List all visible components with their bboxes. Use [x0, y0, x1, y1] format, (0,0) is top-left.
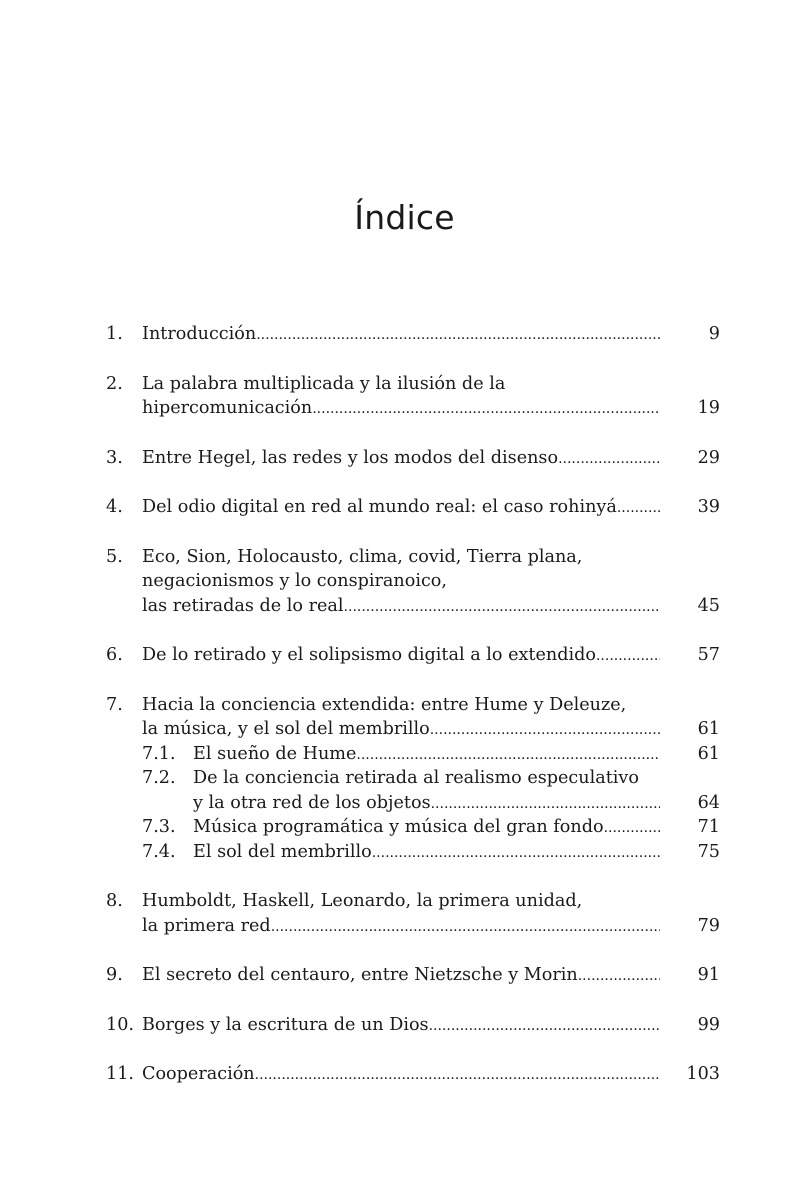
entry-title-line: Borges y la escritura de un Dios	[142, 1013, 429, 1038]
dot-leader	[142, 1013, 660, 1039]
page-number: 79	[697, 915, 720, 936]
entry-line	[0, 495, 809, 520]
entry-number: 7.	[106, 694, 123, 715]
dot-leader	[142, 963, 660, 989]
leader-dots	[356, 742, 660, 768]
entry-title-line: Introducción	[142, 322, 256, 347]
entry-number: 1.	[106, 324, 123, 344]
leader-dots	[256, 322, 660, 348]
sub-entry-number: 7.3.	[142, 817, 176, 837]
entry-title-line: De la conciencia retirada al realismo especulativo	[193, 768, 639, 788]
leader-dots	[596, 643, 660, 669]
leader-dots	[255, 1062, 660, 1088]
dot-leader	[142, 495, 660, 521]
entry-line	[0, 569, 809, 594]
entry-number: 10.	[106, 1014, 134, 1035]
entry-title-line: Del odio digital en red al mundo real: el caso rohinyá	[142, 495, 617, 520]
page-number: 103	[686, 1064, 720, 1084]
entry-title-line: Música programática y música del gran fondo	[193, 815, 604, 840]
toc-entry	[0, 372, 809, 421]
page-number: 71	[697, 817, 720, 837]
dot-leader	[193, 791, 660, 817]
entry-title-line: El sueño de Hume	[193, 742, 356, 767]
entry-number: 2.	[106, 373, 123, 394]
toc-entry	[0, 1013, 809, 1038]
entry-title-line: la música, y el sol del membrillo	[142, 717, 430, 742]
entry-title-line: hipercomunicación	[142, 396, 312, 421]
entry-title-line: Eco, Sion, Holocausto, clima, covid, Tierra plana,	[142, 546, 583, 567]
page-title: Índice	[354, 198, 455, 237]
sub-entry-number: 7.4.	[142, 841, 176, 862]
entry-title-line: Humboldt, Haskell, Leonardo, la primera unidad,	[142, 891, 583, 911]
entry-title-line: La palabra multiplicada y la ilusión de la	[142, 373, 506, 394]
entry-line	[0, 643, 809, 668]
dot-leader	[142, 1062, 660, 1088]
dot-leader	[193, 742, 660, 768]
leader-dots	[372, 840, 660, 866]
entry-title-line: Hacia la conciencia extendida: entre Hume y Deleuze,	[142, 694, 627, 715]
page-number: 57	[697, 645, 720, 665]
page-number: 39	[697, 497, 720, 517]
toc-entry	[0, 963, 809, 988]
page-number: 64	[697, 792, 720, 813]
entry-line	[0, 1013, 809, 1038]
entry-title-line: negacionismos y lo conspiranoico,	[142, 571, 447, 591]
entry-line	[0, 372, 809, 397]
toc-entry	[0, 495, 809, 520]
entry-line	[0, 594, 809, 619]
sub-entry-line	[0, 840, 809, 865]
entry-title-line: la primera red	[142, 914, 271, 939]
entry-line	[0, 914, 809, 939]
page-number: 19	[697, 398, 720, 418]
toc-entry	[0, 693, 809, 865]
entry-number: 3.	[106, 447, 123, 468]
dot-leader	[142, 643, 660, 669]
entry-line	[0, 396, 809, 421]
sub-entry-number: 7.1.	[142, 743, 176, 764]
page-number: 61	[697, 743, 720, 764]
entry-title-line: y la otra red de los objetos	[193, 791, 431, 816]
entry-number: 8.	[106, 891, 123, 911]
page-number: 9	[708, 324, 720, 344]
entry-title-line: las retiradas de lo real	[142, 594, 344, 619]
page-number: 29	[697, 447, 720, 468]
dot-leader	[142, 717, 660, 743]
entry-line	[0, 717, 809, 742]
sub-entry-line	[0, 742, 809, 767]
leader-dots	[429, 1013, 660, 1039]
toc-entry	[0, 545, 809, 619]
entry-number: 11.	[106, 1064, 134, 1084]
leader-dots	[558, 446, 660, 472]
entry-number: 6.	[106, 645, 123, 665]
leader-dots	[344, 594, 660, 620]
dot-leader	[193, 840, 660, 866]
page-number: 45	[697, 595, 720, 616]
entry-line	[0, 693, 809, 718]
sub-entry-number: 7.2.	[142, 768, 176, 788]
entry-number: 5.	[106, 546, 123, 567]
entry-number: 4.	[106, 497, 123, 517]
toc-entry	[0, 643, 809, 668]
dot-leader	[142, 446, 660, 472]
page-number: 75	[697, 841, 720, 862]
dot-leader	[142, 396, 660, 422]
dot-leader	[142, 594, 660, 620]
toc-entry	[0, 1062, 809, 1087]
leader-dots	[604, 815, 660, 841]
page-number: 91	[697, 965, 720, 985]
entry-title-line: Cooperación	[142, 1062, 255, 1087]
entry-title-line: De lo retirado y el solipsismo digital a lo extendido	[142, 643, 596, 668]
leader-dots	[578, 963, 660, 989]
toc-entry	[0, 889, 809, 938]
leader-dots	[271, 914, 660, 940]
dot-leader	[142, 914, 660, 940]
table-of-contents	[0, 322, 809, 1112]
entry-title-line: El secreto del centauro, entre Nietzsche y Morin	[142, 963, 578, 988]
toc-entry	[0, 322, 809, 347]
entry-title-line: Entre Hegel, las redes y los modos del disenso	[142, 446, 558, 471]
sub-entry-line	[0, 766, 809, 791]
entry-line	[0, 446, 809, 471]
toc-sub-list	[0, 742, 809, 865]
toc-entry	[0, 446, 809, 471]
page-number: 61	[697, 719, 720, 739]
entry-line	[0, 889, 809, 914]
sub-entry-line	[0, 791, 809, 816]
page-number: 99	[697, 1014, 720, 1035]
leader-dots	[431, 791, 660, 817]
entry-title-line: El sol del membrillo	[193, 840, 372, 865]
entry-line	[0, 963, 809, 988]
dot-leader	[193, 815, 660, 841]
entry-number: 9.	[106, 965, 123, 985]
leader-dots	[312, 396, 660, 422]
entry-line	[0, 1062, 809, 1087]
dot-leader	[142, 322, 660, 348]
entry-line	[0, 545, 809, 570]
leader-dots	[617, 495, 660, 521]
entry-line	[0, 322, 809, 347]
leader-dots	[430, 717, 660, 743]
sub-entry-line	[0, 815, 809, 840]
